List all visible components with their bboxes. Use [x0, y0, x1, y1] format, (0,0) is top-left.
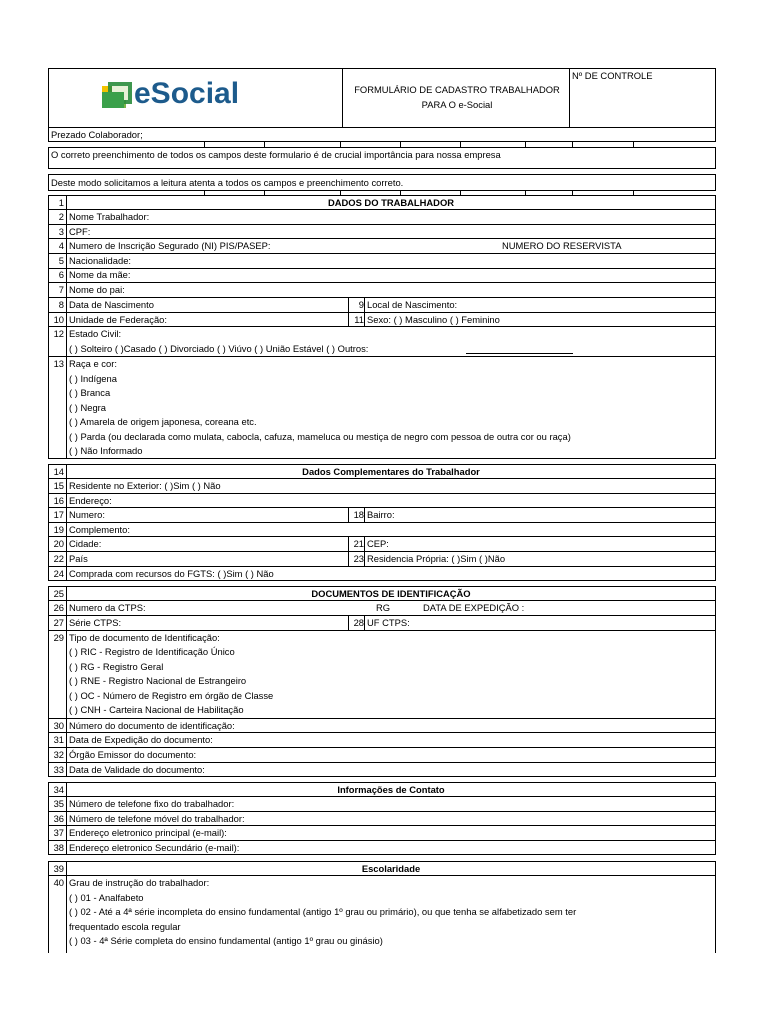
documento-option[interactable]: ( ) RG - Registro Geral [69, 661, 164, 672]
grau-instrucao-label: Grau de instrução do trabalhador: [69, 877, 210, 888]
greeting-row [48, 127, 716, 142]
data-expedicao-label: DATA DE EXPEDIÇÃO : [423, 602, 525, 613]
row-number: 37 [53, 827, 64, 838]
row-number: 40 [53, 877, 64, 888]
pais-label: País [69, 553, 88, 564]
row-number: 8 [58, 299, 64, 310]
data-nascimento-label: Data de Nascimento [69, 299, 154, 310]
row-number: 23 [353, 553, 364, 564]
row-number: 13 [53, 358, 64, 369]
documento-option[interactable]: ( ) OC - Número de Registro em órgão de Classe [69, 690, 274, 701]
row-number: 26 [53, 602, 64, 613]
row-number: 15 [53, 480, 64, 491]
cidade-label: Cidade: [69, 538, 102, 549]
section-title: Escolaridade [361, 863, 421, 874]
logo-text: eSocial [134, 77, 240, 110]
raca-option[interactable]: ( ) Não Informado [69, 445, 143, 456]
raca-option[interactable]: ( ) Negra [69, 402, 106, 413]
nome-trabalhador-label: Nome Trabalhador: [69, 211, 150, 222]
cep-label: CEP: [367, 538, 389, 549]
row-number: 31 [53, 734, 64, 745]
row-number: 14 [53, 466, 64, 477]
row-number: 11 [354, 314, 364, 325]
row-number: 9 [358, 299, 364, 310]
intro-line2-text: Deste modo solicitamos a leitura atenta a todos os campos e preenchimento correto. [51, 177, 404, 188]
cpf-label: CPF: [69, 226, 91, 237]
raca-cor-label: Raça e cor: [69, 358, 117, 369]
orgao-emissor-label: Órgão Emissor do documento: [69, 749, 197, 760]
pis-pasep-label: Numero de Inscrição Segurado (NI) PIS/PASEP: [69, 240, 271, 251]
row-number: 18 [353, 509, 364, 520]
row-number: 27 [53, 617, 64, 628]
bairro-label: Bairro: [367, 509, 395, 520]
row-number: 28 [353, 617, 364, 628]
email-principal-label: Endereço eletronico principal (e-mail): [69, 827, 227, 838]
fgts-field[interactable]: Comprada com recursos do FGTS: ( )Sim ( ) Não [69, 568, 274, 579]
row-number: 16 [53, 495, 64, 506]
telefone-fixo-label: Número de telefone fixo do trabalhador: [69, 798, 235, 809]
data-validade-label: Data de Validade do documento: [69, 764, 205, 775]
form-title-line1: FORMULÁRIO DE CADASTRO TRABALHADOR [354, 84, 560, 95]
row-number: 39 [53, 863, 64, 874]
endereco-label: Endereço: [69, 495, 112, 506]
residencia-propria-field[interactable]: Residencia Própria: ( )Sim ( )Não [367, 553, 506, 564]
documento-option[interactable]: ( ) RIC - Registro de Identificação Único [69, 646, 235, 657]
row-number: 7 [58, 284, 64, 295]
row-number: 34 [53, 784, 64, 795]
row-number: 24 [53, 568, 64, 579]
residente-exterior-field[interactable]: Residente no Exterior: ( )Sim ( ) Não [69, 480, 221, 491]
row-number: 2 [58, 211, 64, 222]
estado-civil-options[interactable]: ( ) Solteiro ( )Casado ( ) Divorciado ( ) Viúvo ( ) União Estável ( ) Outros: [69, 343, 369, 354]
row-number: 1 [58, 197, 64, 208]
escolaridade-option[interactable]: ( ) 02 - Até a 4ª série incompleta do ensino fundamental (antigo 1º grau ou primário), ou que tenha se alfabetizado sem ter [69, 906, 577, 917]
form-title-line2: PARA O e-Social [421, 99, 493, 110]
rg-label: RG [376, 602, 391, 613]
intro-line1-text: O correto preenchimento de todos os campos deste formulario é de crucial importância para nossa empresa [51, 149, 501, 160]
row-number: 21 [353, 538, 364, 549]
section-title: Informações de Contato [337, 784, 445, 795]
estado-civil-label: Estado Civil: [69, 328, 122, 339]
unidade-federacao-label: Unidade de Federação: [69, 314, 167, 325]
raca-option[interactable]: ( ) Indígena [69, 373, 117, 384]
documento-option[interactable]: ( ) CNH - Carteira Nacional de Habilitação [69, 704, 244, 715]
email-secundario-label: Endereço eletronico Secundário (e-mail): [69, 842, 240, 853]
row-number: 30 [53, 720, 64, 731]
nome-mae-label: Nome da mãe: [69, 269, 131, 280]
ctps-numero-label: Numero da CTPS: [69, 602, 146, 613]
row-number: 3 [58, 226, 64, 237]
row-number: 38 [53, 842, 64, 853]
greeting-text: Prezado Colaborador; [51, 129, 143, 140]
control-number-label: Nº DE CONTROLE [572, 70, 653, 81]
row-number: 10 [53, 314, 64, 325]
telefone-movel-label: Número de telefone móvel do trabalhador: [69, 813, 245, 824]
uf-ctps-label: UF CTPS: [367, 617, 410, 628]
section-title: DADOS DO TRABALHADOR [327, 197, 455, 208]
serie-ctps-label: Série CTPS: [69, 617, 122, 628]
escolaridade-option[interactable]: ( ) 01 - Analfabeto [69, 892, 144, 903]
section-title: DOCUMENTOS DE IDENTIFICAÇÃO [311, 588, 471, 599]
row-number: 4 [58, 240, 64, 251]
row-number: 29 [53, 632, 64, 643]
row-number: 5 [58, 255, 64, 266]
numero-label: Numero: [69, 509, 105, 520]
escolaridade-option-continuation: frequentado escola regular [69, 921, 181, 932]
documento-option[interactable]: ( ) RNE - Registro Nacional de Estrangeiro [69, 675, 247, 686]
raca-option[interactable]: ( ) Amarela de origem japonesa, coreana etc. [69, 416, 257, 427]
complemento-label: Complemento: [69, 524, 130, 535]
row-number: 19 [53, 524, 64, 535]
section-title: Dados Complementares do Trabalhador [302, 466, 480, 477]
row-number: 17 [53, 509, 64, 520]
row-number: 20 [53, 538, 64, 549]
esocial-logo [100, 77, 270, 114]
row-number: 35 [53, 798, 64, 809]
raca-option[interactable]: ( ) Parda (ou declarada como mulata, cabocla, cafuza, mameluca ou mestiça de negro com pessoa de outra cor ou raça) [69, 431, 571, 442]
row-number: 25 [53, 588, 64, 599]
escolaridade-option[interactable]: ( ) 03 - 4ª Série completa do ensino fundamental (antigo 1º grau ou ginásio) [69, 935, 383, 946]
nome-pai-label: Nome do pai: [69, 284, 125, 295]
tipo-documento-label: Tipo de documento de Identificação: [69, 632, 220, 643]
row-number: 6 [58, 269, 64, 280]
row-number: 33 [53, 764, 64, 775]
row-number: 12 [53, 328, 64, 339]
reservista-label: NUMERO DO RESERVISTA [502, 240, 622, 251]
row-number: 22 [53, 553, 64, 564]
numero-documento-label: Número do documento de identificação: [69, 720, 235, 731]
row-number: 32 [53, 749, 64, 760]
raca-option[interactable]: ( ) Branca [69, 387, 111, 398]
local-nascimento-label: Local de Nascimento: [367, 299, 458, 310]
row-number: 36 [53, 813, 64, 824]
nacionalidade-label: Nacionalidade: [69, 255, 132, 266]
data-expedicao-documento-label: Data de Expedição do documento: [69, 734, 213, 745]
sexo-field[interactable]: Sexo: ( ) Masculino ( ) Feminino [367, 314, 500, 325]
